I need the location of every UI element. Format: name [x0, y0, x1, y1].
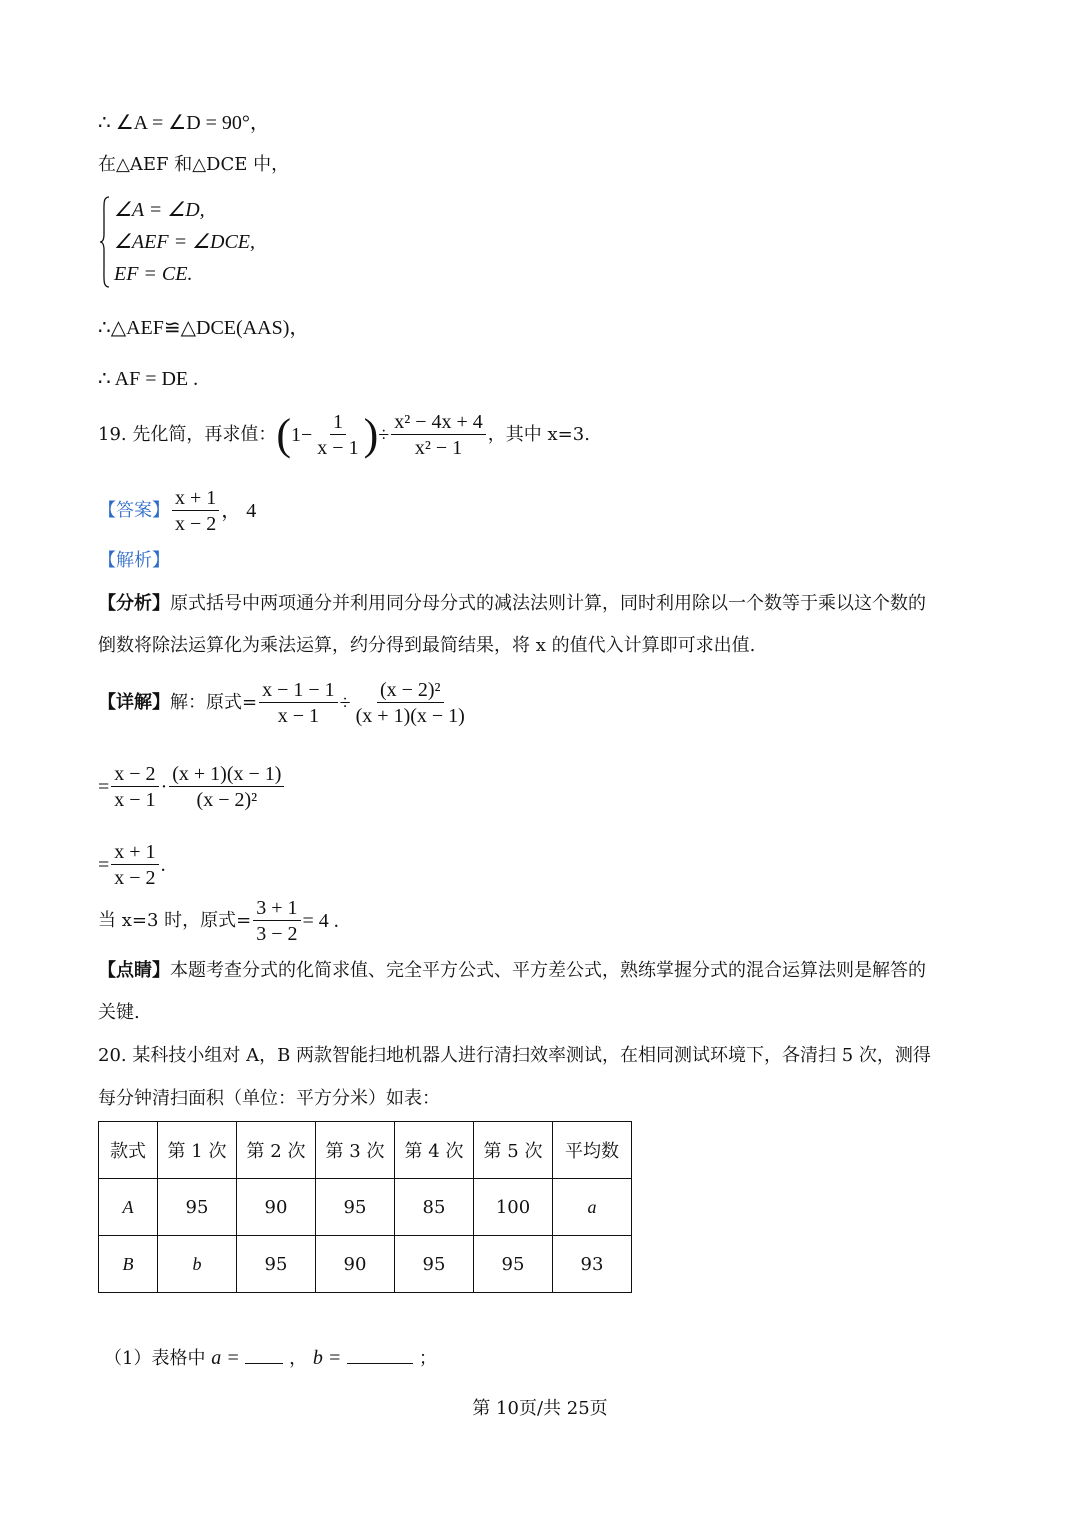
fenxi-text-1: 原式括号中两项通分并利用同分母分式的减法法则计算，同时利用除以一个数等于乘以这个数的: [170, 593, 926, 614]
detail-f-den: 3 − 2: [256, 923, 298, 945]
table-cell: B: [99, 1236, 158, 1293]
q19-f1-den: x − 1: [317, 437, 359, 459]
table-cell: 95: [395, 1236, 474, 1293]
table-header-cell: 第 2 次: [237, 1122, 316, 1179]
system-line-2: ∠AEF = ∠DCE,: [114, 231, 256, 253]
table-cell: 95: [316, 1179, 395, 1236]
detail-when: 当 x=3 时，原式=: [98, 910, 252, 931]
blank-a[interactable]: [245, 1363, 283, 1364]
answer-den: x − 2: [175, 513, 217, 535]
table-header-cell: 款式: [99, 1122, 158, 1179]
q19-f2-den: x² − 1: [414, 437, 463, 459]
detail-line-1: [98, 680, 470, 726]
detail-line-2: [98, 764, 286, 810]
analysis-tag: 【解析】: [98, 550, 170, 571]
table-cell: 90: [316, 1236, 395, 1293]
detail-eq-1: =: [98, 776, 110, 798]
sub1-comma: ，: [289, 1348, 308, 1369]
page-footer: 第 10页/共 25页: [472, 1398, 608, 1419]
detail-e-den: x − 2: [114, 867, 156, 889]
detail-div: ÷: [339, 692, 351, 714]
table-cell: b: [158, 1236, 237, 1293]
table-header-cell: 第 1 次: [158, 1122, 237, 1179]
table-row: [99, 1179, 632, 1236]
answer-tag: 【答案】: [98, 500, 170, 521]
table-cell: A: [99, 1179, 158, 1236]
left-brace-icon: [100, 196, 110, 288]
table-cell: 95: [474, 1236, 553, 1293]
q19-suffix: ，其中 x=3.: [487, 424, 590, 445]
detail-c-num: x − 2: [111, 764, 158, 787]
sub1-b-label: b =: [312, 1347, 342, 1369]
table-row: [99, 1236, 632, 1293]
q19-div: ÷: [378, 424, 390, 446]
dianjing-tag: 【点睛】: [98, 960, 170, 981]
q19-f2-num: x² − 4x + 4: [391, 412, 486, 435]
detail-frac-e: [111, 842, 158, 888]
table-cell: 85: [395, 1179, 474, 1236]
sub1-end: ；: [418, 1348, 437, 1369]
q19-fraction-2: [391, 412, 486, 458]
detail-frac-d: [169, 764, 284, 810]
table-header-cell: 平均数: [553, 1122, 632, 1179]
detail-period: .: [160, 854, 166, 876]
q19-f1-num: 1: [330, 412, 346, 435]
q19-prefix: 19. 先化简，再求值：: [98, 424, 277, 445]
detail-d-den: (x − 2)²: [196, 789, 258, 811]
table-header-cell: 第 5 次: [474, 1122, 553, 1179]
table-cell: a: [553, 1179, 632, 1236]
detail-frac-a: [259, 680, 338, 726]
sub1-a-label: a =: [211, 1347, 240, 1369]
proof-line-2: 在△AEF 和△DCE 中，: [98, 154, 290, 175]
system-line-3: EF = CE.: [114, 263, 193, 285]
detail-frac-b: [353, 680, 468, 726]
fenxi-tag: 【分析】: [98, 593, 170, 614]
detail-eq-2: =: [98, 854, 110, 876]
sub-question-1: [104, 1348, 437, 1368]
system-line-1: ∠A = ∠D,: [114, 199, 205, 221]
table-cell: 95: [158, 1179, 237, 1236]
left-paren-icon: (: [276, 410, 292, 459]
table-cell: 90: [237, 1179, 316, 1236]
detail-intro: 解：原式=: [170, 692, 258, 713]
answer-num: x + 1: [172, 488, 219, 511]
proof-line-1: ∴ ∠A = ∠D = 90°，: [98, 112, 270, 134]
detail-frac-c: [111, 764, 158, 810]
proof-line-4: ∴ AF = DE .: [98, 368, 199, 390]
fenxi-line-2: 倒数将除法运算化为乘法运算，约分得到最简结果，将 x 的值代入计算即可求出值.: [98, 635, 756, 656]
detail-b-num: (x − 2)²: [377, 680, 444, 703]
q19-fraction-1: [314, 412, 361, 458]
detail-e-num: x + 1: [111, 842, 158, 865]
detail-d-num: (x + 1)(x − 1): [169, 764, 284, 787]
dianjing-text-1: 本题考查分式的化简求值、完全平方公式、平方差公式，熟练掌握分式的混合运算法则是解答的: [170, 960, 926, 981]
q20-line-2: 每分钟清扫面积（单位：平方分米）如表：: [98, 1088, 440, 1109]
detail-f-num: 3 + 1: [253, 898, 300, 921]
right-paren-icon: ): [363, 410, 379, 459]
detail-a-num: x − 1 − 1: [259, 680, 338, 703]
detail-result: = 4 .: [302, 910, 339, 932]
detail-tag: 【详解】: [98, 692, 170, 713]
table-cell: 95: [237, 1236, 316, 1293]
detail-b-den: (x + 1)(x − 1): [355, 705, 465, 727]
answer-fraction: [172, 488, 219, 534]
sub1-prefix: （1）表格中: [104, 1348, 206, 1369]
dianjing-line-2: 关键.: [98, 1002, 140, 1023]
table-cell: 100: [474, 1179, 553, 1236]
table-header-cell: 第 3 次: [316, 1122, 395, 1179]
q20-line-1: 20. 某科技小组对 A，B 两款智能扫地机器人进行清扫效率测试，在相同测试环境下，各清扫 5 次，测得: [98, 1045, 931, 1066]
answer-rest: ， 4: [221, 500, 257, 522]
detail-frac-f: [253, 898, 300, 944]
data-table: [98, 1121, 632, 1293]
proof-line-3: ∴△AEF≌△DCE(AAS)，: [98, 317, 310, 339]
detail-line-3: [98, 842, 166, 888]
dianjing-line-1: [98, 962, 926, 980]
detail-c-den: x − 1: [114, 789, 156, 811]
fenxi-line-1: [98, 595, 926, 613]
blank-b[interactable]: [347, 1363, 413, 1364]
detail-a-den: x − 1: [277, 705, 320, 727]
q19-one-minus: 1−: [291, 424, 313, 446]
question-19: [98, 412, 590, 458]
table-header-row: [99, 1122, 632, 1179]
detail-line-4: [98, 898, 339, 944]
answer-line: [98, 488, 256, 534]
table-header-cell: 第 4 次: [395, 1122, 474, 1179]
table-cell: 93: [553, 1236, 632, 1293]
detail-dot: ·: [160, 776, 168, 798]
